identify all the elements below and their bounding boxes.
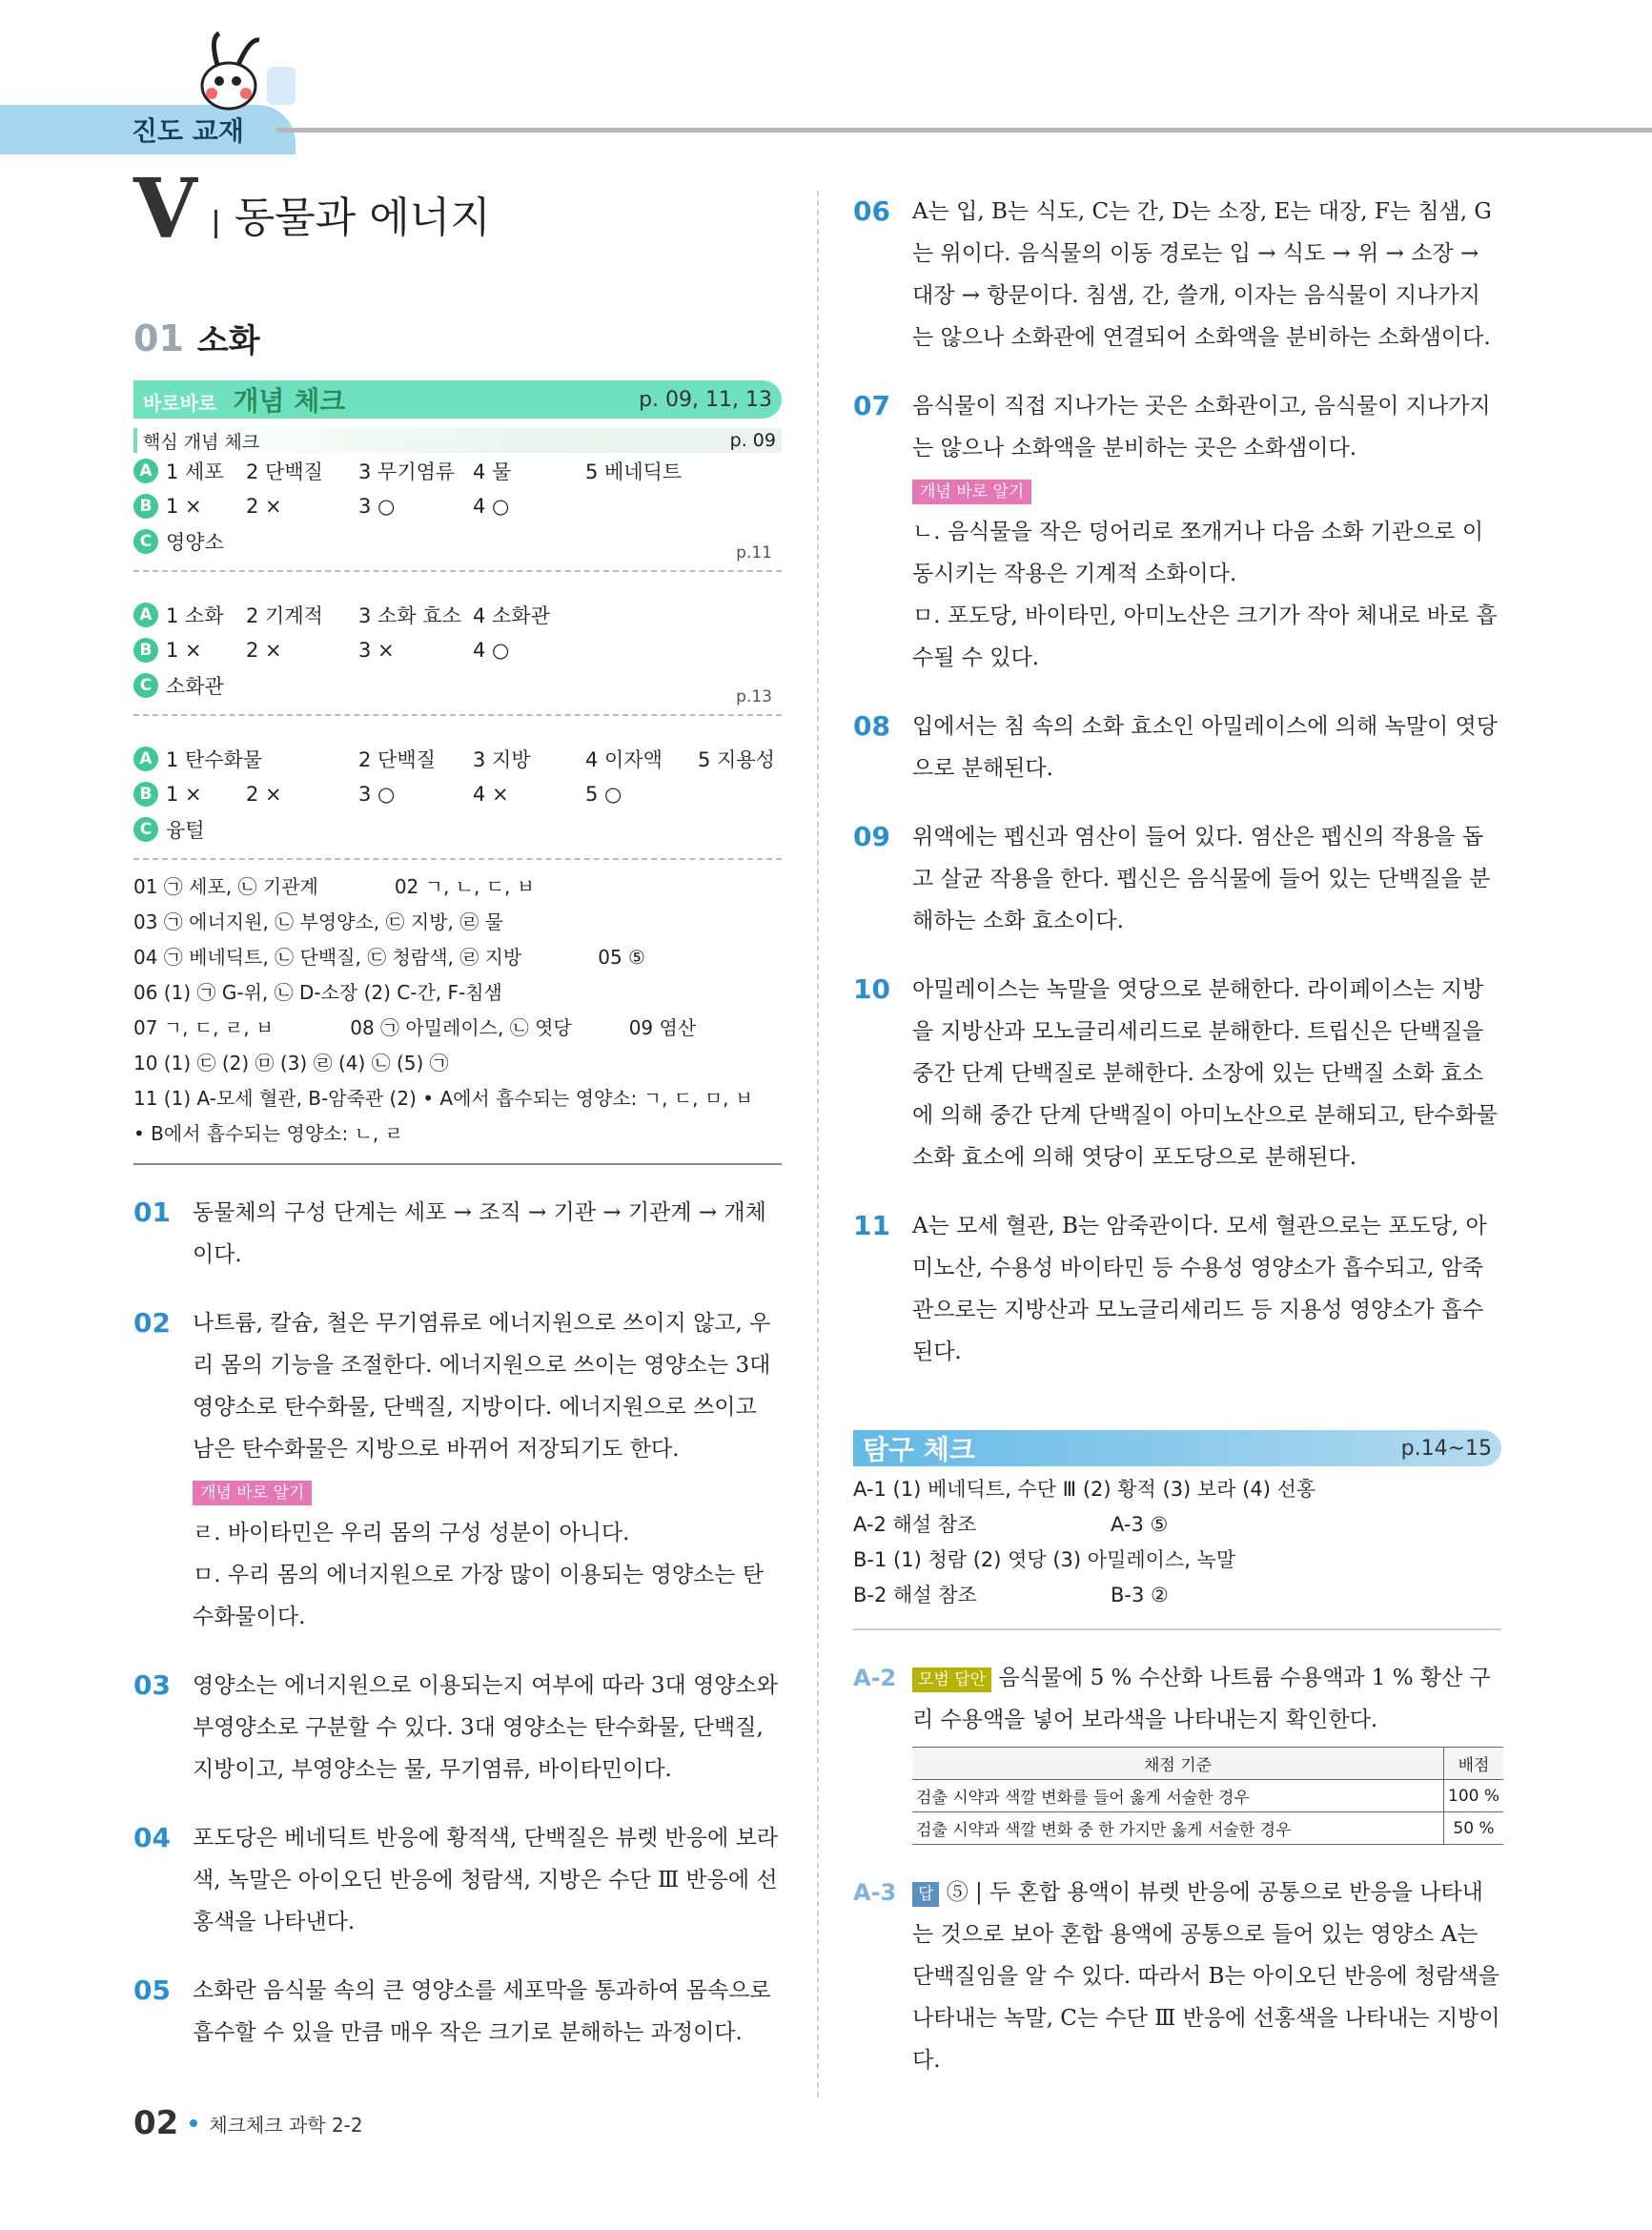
block1-a xyxy=(133,453,782,488)
cell: 2 × xyxy=(246,638,282,662)
explanation-a3 xyxy=(853,1872,1501,2081)
explanation-01 xyxy=(133,1192,782,1276)
cell: 3 × xyxy=(358,638,395,662)
answer-line: 11 (1) A-모세 혈관, B-암죽관 (2) • A에서 흡수되는 영양소: ㄱ, ㄷ, ㅁ, ㅂ xyxy=(133,1087,754,1110)
cell: 4 ○ xyxy=(473,494,510,518)
cell: 2 × xyxy=(246,494,282,518)
item-text: 음식물이 직접 지나가는 곳은 소화관이고, 음식물이 지나가지는 않으나 소화액을 분비하는 곳은 소화샘이다. xyxy=(912,394,1491,460)
cell: 3 ○ xyxy=(358,782,396,806)
grading-table xyxy=(912,1747,1503,1845)
inquiry-cell: A-1 (1) 베네딕트, 수단 Ⅲ (2) 황적 (3) 보라 (4) 선홍 xyxy=(853,1478,1316,1501)
item-number: 05 xyxy=(133,1974,171,2006)
table-header: 채점 기준 xyxy=(912,1748,1444,1780)
page-ref: p.11 xyxy=(736,543,772,563)
answer-badge: 답 xyxy=(912,1882,939,1907)
cell: 1 탄수화물 xyxy=(166,747,263,771)
cell: 2 × xyxy=(246,782,282,806)
answer-line: 10 (1) ㉢ (2) ㉤ (3) ㉣ (4) ㉡ (5) ㉠ xyxy=(133,1052,449,1074)
divider-inquiry xyxy=(853,1628,1501,1630)
page-ref: p.13 xyxy=(736,687,772,706)
bullet-icon xyxy=(190,2119,197,2127)
inquiry-check-banner xyxy=(853,1430,1501,1466)
table-cell: 검출 시약과 색깔 변화를 들어 옳게 서술한 경우 xyxy=(912,1780,1444,1812)
cell: 2 단백질 xyxy=(358,747,436,771)
book-title: 체크체크 과학 2-2 xyxy=(209,2113,363,2137)
block2-a xyxy=(133,597,782,632)
letter-b-icon: B xyxy=(133,494,158,519)
table-header: 배점 xyxy=(1444,1748,1504,1780)
item-number: 06 xyxy=(853,195,890,227)
item-number: 01 xyxy=(133,1197,171,1228)
section-number: 01 xyxy=(133,317,184,359)
cell: 4 ○ xyxy=(473,638,510,662)
cell: 3 지방 xyxy=(473,747,531,771)
header-label: 진도 교재 xyxy=(132,115,244,147)
cell: 1 × xyxy=(166,494,202,518)
answer-list xyxy=(133,869,782,1152)
explanation-05 xyxy=(133,1970,782,2054)
page-number: 02 xyxy=(133,2104,179,2142)
item-number: 08 xyxy=(853,710,890,742)
divider-solid xyxy=(133,1163,782,1165)
unit-roman: V xyxy=(133,161,197,257)
item-number: 04 xyxy=(133,1822,171,1853)
explanation-07 xyxy=(853,385,1501,679)
cell: 1 × xyxy=(166,638,202,662)
item-text: 포도당은 베네딕트 반응에 황적색, 단백질은 뷰렛 반응에 보라색, 녹말은 아이오딘 반응에 청람색, 지방은 수단 Ⅲ 반응에 선홍색을 나타낸다. xyxy=(193,1826,778,1934)
block1-b xyxy=(133,488,782,523)
explanation-09 xyxy=(853,816,1501,942)
answer-line: 06 (1) ㉠ G-위, ㉡ D-소장 (2) C-간, F-침샘 xyxy=(133,981,502,1004)
right-column xyxy=(853,191,1501,2081)
item-text: 위액에는 펩신과 염산이 들어 있다. 염산은 펩신의 작용을 돕고 살균 작용을 한다. 펩신은 음식물에 들어 있는 단백질을 분해하는 소화 효소이다. xyxy=(912,825,1491,933)
inquiry-row xyxy=(853,1578,1501,1613)
block1-c xyxy=(133,523,782,559)
answer-line: 01 ㉠ 세포, ㉡ 기관계 02 ㄱ, ㄴ, ㄷ, ㅂ xyxy=(133,875,536,898)
item-text: 동물체의 구성 단계는 세포 → 조직 → 기관 → 기관계 → 개체이다. xyxy=(193,1200,766,1267)
item-text: 영양소는 에너지원으로 이용되는지 여부에 따라 3대 영양소와 부영양소로 구분할 수 있다. 3대 영양소는 탄수화물, 단백질, 지방이고, 부영양소는 물, 무기염류, 바이타민이다. xyxy=(193,1673,778,1782)
cell: 소화관 xyxy=(166,674,224,698)
item-number: 09 xyxy=(853,821,890,852)
table-cell: 검출 시약과 색깔 변화 중 한 가지만 옳게 서술한 경우 xyxy=(912,1812,1444,1845)
inquiry-cell: B-2 해설 참조 xyxy=(853,1584,977,1606)
item-text: 소화란 음식물 속의 큰 영양소를 세포막을 통과하여 몸속으로 흡수할 수 있을 만큼 매우 작은 크기로 분해하는 과정이다. xyxy=(193,1978,771,2045)
block3-a xyxy=(133,741,782,776)
cell: 1 소화 xyxy=(166,604,224,627)
item-text: 음식물에 5 % 수산화 나트륨 수용액과 1 % 황산 구리 수용액을 넣어 보라색을 나타내는지 확인한다. xyxy=(912,1666,1491,1732)
table-row xyxy=(912,1812,1503,1845)
explanation-08 xyxy=(853,706,1501,789)
cell: 3 ○ xyxy=(358,494,396,518)
explanation-11 xyxy=(853,1205,1501,1373)
unit-title: 동물과 에너지 xyxy=(234,194,491,242)
concept-tag: 개념 바로 알기 xyxy=(193,1481,312,1505)
item-number: 07 xyxy=(853,390,890,421)
divider-answers xyxy=(133,858,782,869)
answer-line: 04 ㉠ 베네딕트, ㉡ 단백질, ㉢ 청람색, ㉣ 지방 05 ⑤ xyxy=(133,946,645,969)
table-cell: 100 % xyxy=(1444,1780,1504,1812)
cell: 2 단백질 xyxy=(246,460,323,483)
answer-line: 07 ㄱ, ㄷ, ㄹ, ㅂ 08 ㉠ 아밀레이스, ㉡ 엿당 09 염산 xyxy=(133,1016,697,1039)
inquiry-cell: B-3 ② xyxy=(1111,1584,1169,1606)
answer-line: 03 ㉠ 에너지원, ㉡ 부영양소, ㉢ 지방, ㉣ 물 xyxy=(133,910,503,933)
letter-c-icon: C xyxy=(133,673,158,698)
item-text: A는 입, B는 식도, C는 간, D는 소장, E는 대장, F는 침샘, G는 위이다. 음식물의 이동 경로는 입 → 식도 → 위 → 소장 → 대장 → 항문이다. 침샘, 간, 쓸개, 이자는 음식물이 지나가지는 않으나 소화관에 연결되어 소화액을 분비하는 소화샘이다. xyxy=(912,199,1492,350)
answer-line: • B에서 흡수되는 영양소: ㄴ, ㄹ xyxy=(133,1122,403,1145)
cell: 4 소화관 xyxy=(473,604,550,627)
cell: 1 세포 xyxy=(166,460,224,483)
cell: 3 소화 효소 xyxy=(358,604,461,627)
left-column xyxy=(133,162,782,2054)
cell: 5 지용성 xyxy=(698,747,775,771)
cell: 3 무기염류 xyxy=(358,460,456,483)
item-number: 10 xyxy=(853,973,890,1005)
item-text: 나트륨, 칼슘, 철은 무기염류로 에너지원으로 쓰이지 않고, 우리 몸의 기능을 조절한다. 에너지원으로 쓰이는 영양소는 3대 영양소로 탄수화물, 단백질, 지방이다. 에너지원으로 쓰이고 남은 탄수화물은 지방으로 바뀌어 저장되기도 한다. xyxy=(193,1311,771,1462)
letter-a-icon: A xyxy=(133,603,158,627)
item-number: A-3 xyxy=(853,1879,897,1906)
cell: 4 × xyxy=(473,782,509,806)
banner-big: 개념 체크 xyxy=(233,385,346,417)
mascot-icon xyxy=(191,29,305,124)
inquiry-pages: p.14~15 xyxy=(1400,1436,1492,1461)
core-concept-header xyxy=(133,428,782,453)
inquiry-cell: B-1 (1) 청람 (2) 엿당 (3) 아밀레이스, 녹말 xyxy=(853,1548,1236,1571)
letter-a-icon: A xyxy=(133,747,158,771)
explanation-03 xyxy=(133,1665,782,1790)
core-page: p. 09 xyxy=(729,430,776,451)
divider-p13 xyxy=(133,687,782,741)
inquiry-row xyxy=(853,1472,1501,1507)
cell: 1 × xyxy=(166,782,202,806)
inquiry-cell: A-3 ⑤ xyxy=(1111,1513,1169,1536)
letter-a-icon: A xyxy=(133,459,158,483)
item-number: 11 xyxy=(853,1210,890,1241)
concept-check-banner xyxy=(133,380,782,419)
cell: 5 ○ xyxy=(585,782,622,806)
letter-b-icon: B xyxy=(133,782,158,807)
table-cell: 50 % xyxy=(1444,1812,1504,1845)
inquiry-answers xyxy=(853,1472,1501,1613)
block3-b xyxy=(133,776,782,811)
item-number: A-2 xyxy=(853,1665,897,1691)
block3-c xyxy=(133,811,782,847)
cell: 융털 xyxy=(166,818,205,842)
cell: 5 베네딕트 xyxy=(585,460,683,483)
inquiry-title: 탐구 체크 xyxy=(863,1434,975,1465)
item-number: 03 xyxy=(133,1669,171,1701)
item-note: ㄴ. 음식물을 작은 덩어리로 쪼개거나 다음 소화 기관으로 이동시키는 작용은 기계적 소화이다. xyxy=(912,520,1484,586)
letter-c-icon: C xyxy=(133,529,158,554)
item-note: ㅁ. 포도당, 바이타민, 아미노산은 크기가 작아 체내로 바로 흡수될 수 있다. xyxy=(912,604,1498,670)
letter-b-icon: B xyxy=(133,638,158,663)
divider-p11 xyxy=(133,543,782,597)
cell: 2 기계적 xyxy=(246,604,323,627)
item-text: A는 모세 혈관, B는 암죽관이다. 모세 혈관으로는 포도당, 아미노산, 수용성 바이타민 등 수용성 영양소가 흡수되고, 암죽관으로는 지방산과 모노글리세리드 등 지용성 영양소가 흡수된다. xyxy=(912,1214,1487,1364)
letter-c-icon: C xyxy=(133,817,158,842)
cell: 4 이자액 xyxy=(585,747,663,771)
explanation-06 xyxy=(853,191,1501,358)
cell: 영양소 xyxy=(166,530,224,554)
item-number: 02 xyxy=(133,1307,171,1339)
page-footer xyxy=(133,2104,363,2142)
unit-heading xyxy=(133,161,782,257)
inquiry-row xyxy=(853,1507,1501,1543)
inquiry-row xyxy=(853,1543,1501,1578)
header-rule xyxy=(276,128,1652,133)
core-label: 핵심 개념 체크 xyxy=(143,431,260,453)
banner-pages: p. 09, 11, 13 xyxy=(639,387,772,412)
section-title: 소화 xyxy=(196,322,260,360)
cell: 4 물 xyxy=(473,460,512,483)
inquiry-cell: A-2 해설 참조 xyxy=(853,1513,977,1536)
section-heading xyxy=(133,315,782,361)
explanation-10 xyxy=(853,969,1501,1178)
item-note: ㅁ. 우리 몸의 에너지원으로 가장 많이 이용되는 영양소는 탄수화물이다. xyxy=(193,1563,765,1629)
block2-b xyxy=(133,632,782,667)
explanation-02 xyxy=(133,1302,782,1638)
column-divider xyxy=(817,191,819,2097)
item-text: 아밀레이스는 녹말을 엿당으로 분해한다. 라이페이스는 지방을 지방산과 모노글리세리드로 분해한다. 트립신은 단백질을 중간 단계 단백질로 분해한다. 소장에 있는 단백질 소화 효소에 의해 중간 단계 단백질이 아미노산으로 분해되고, 탄수화물 소화 효소에 의해 엿당이 포도당으로 분해된다. xyxy=(912,977,1498,1170)
item-note: ㄹ. 바이타민은 우리 몸의 구성 성분이 아니다. xyxy=(193,1521,630,1545)
model-answer-badge: 모범 답안 xyxy=(912,1667,991,1692)
unit-bar xyxy=(214,210,217,238)
banner-small: 바로바로 xyxy=(143,392,217,415)
concept-tag: 개념 바로 알기 xyxy=(912,480,1031,504)
item-text: ⑤ | 두 혼합 용액이 뷰렛 반응에 공통으로 반응을 나타내는 것으로 보아 혼합 용액에 공통으로 들어 있는 영양소 A는 단백질임을 알 수 있다. 따라서 B는 아이오딘 반응에 청람색을 나타내는 녹말, C는 수단 Ⅲ 반응에 선홍색을 나타내는 지방이다. xyxy=(912,1880,1500,2073)
block2-c xyxy=(133,667,782,703)
table-row xyxy=(912,1780,1503,1812)
item-text: 입에서는 침 속의 소화 효소인 아밀레이스에 의해 녹말이 엿당으로 분해된다. xyxy=(912,714,1498,781)
explanation-04 xyxy=(133,1817,782,1943)
explanation-a2 xyxy=(853,1657,1501,1741)
